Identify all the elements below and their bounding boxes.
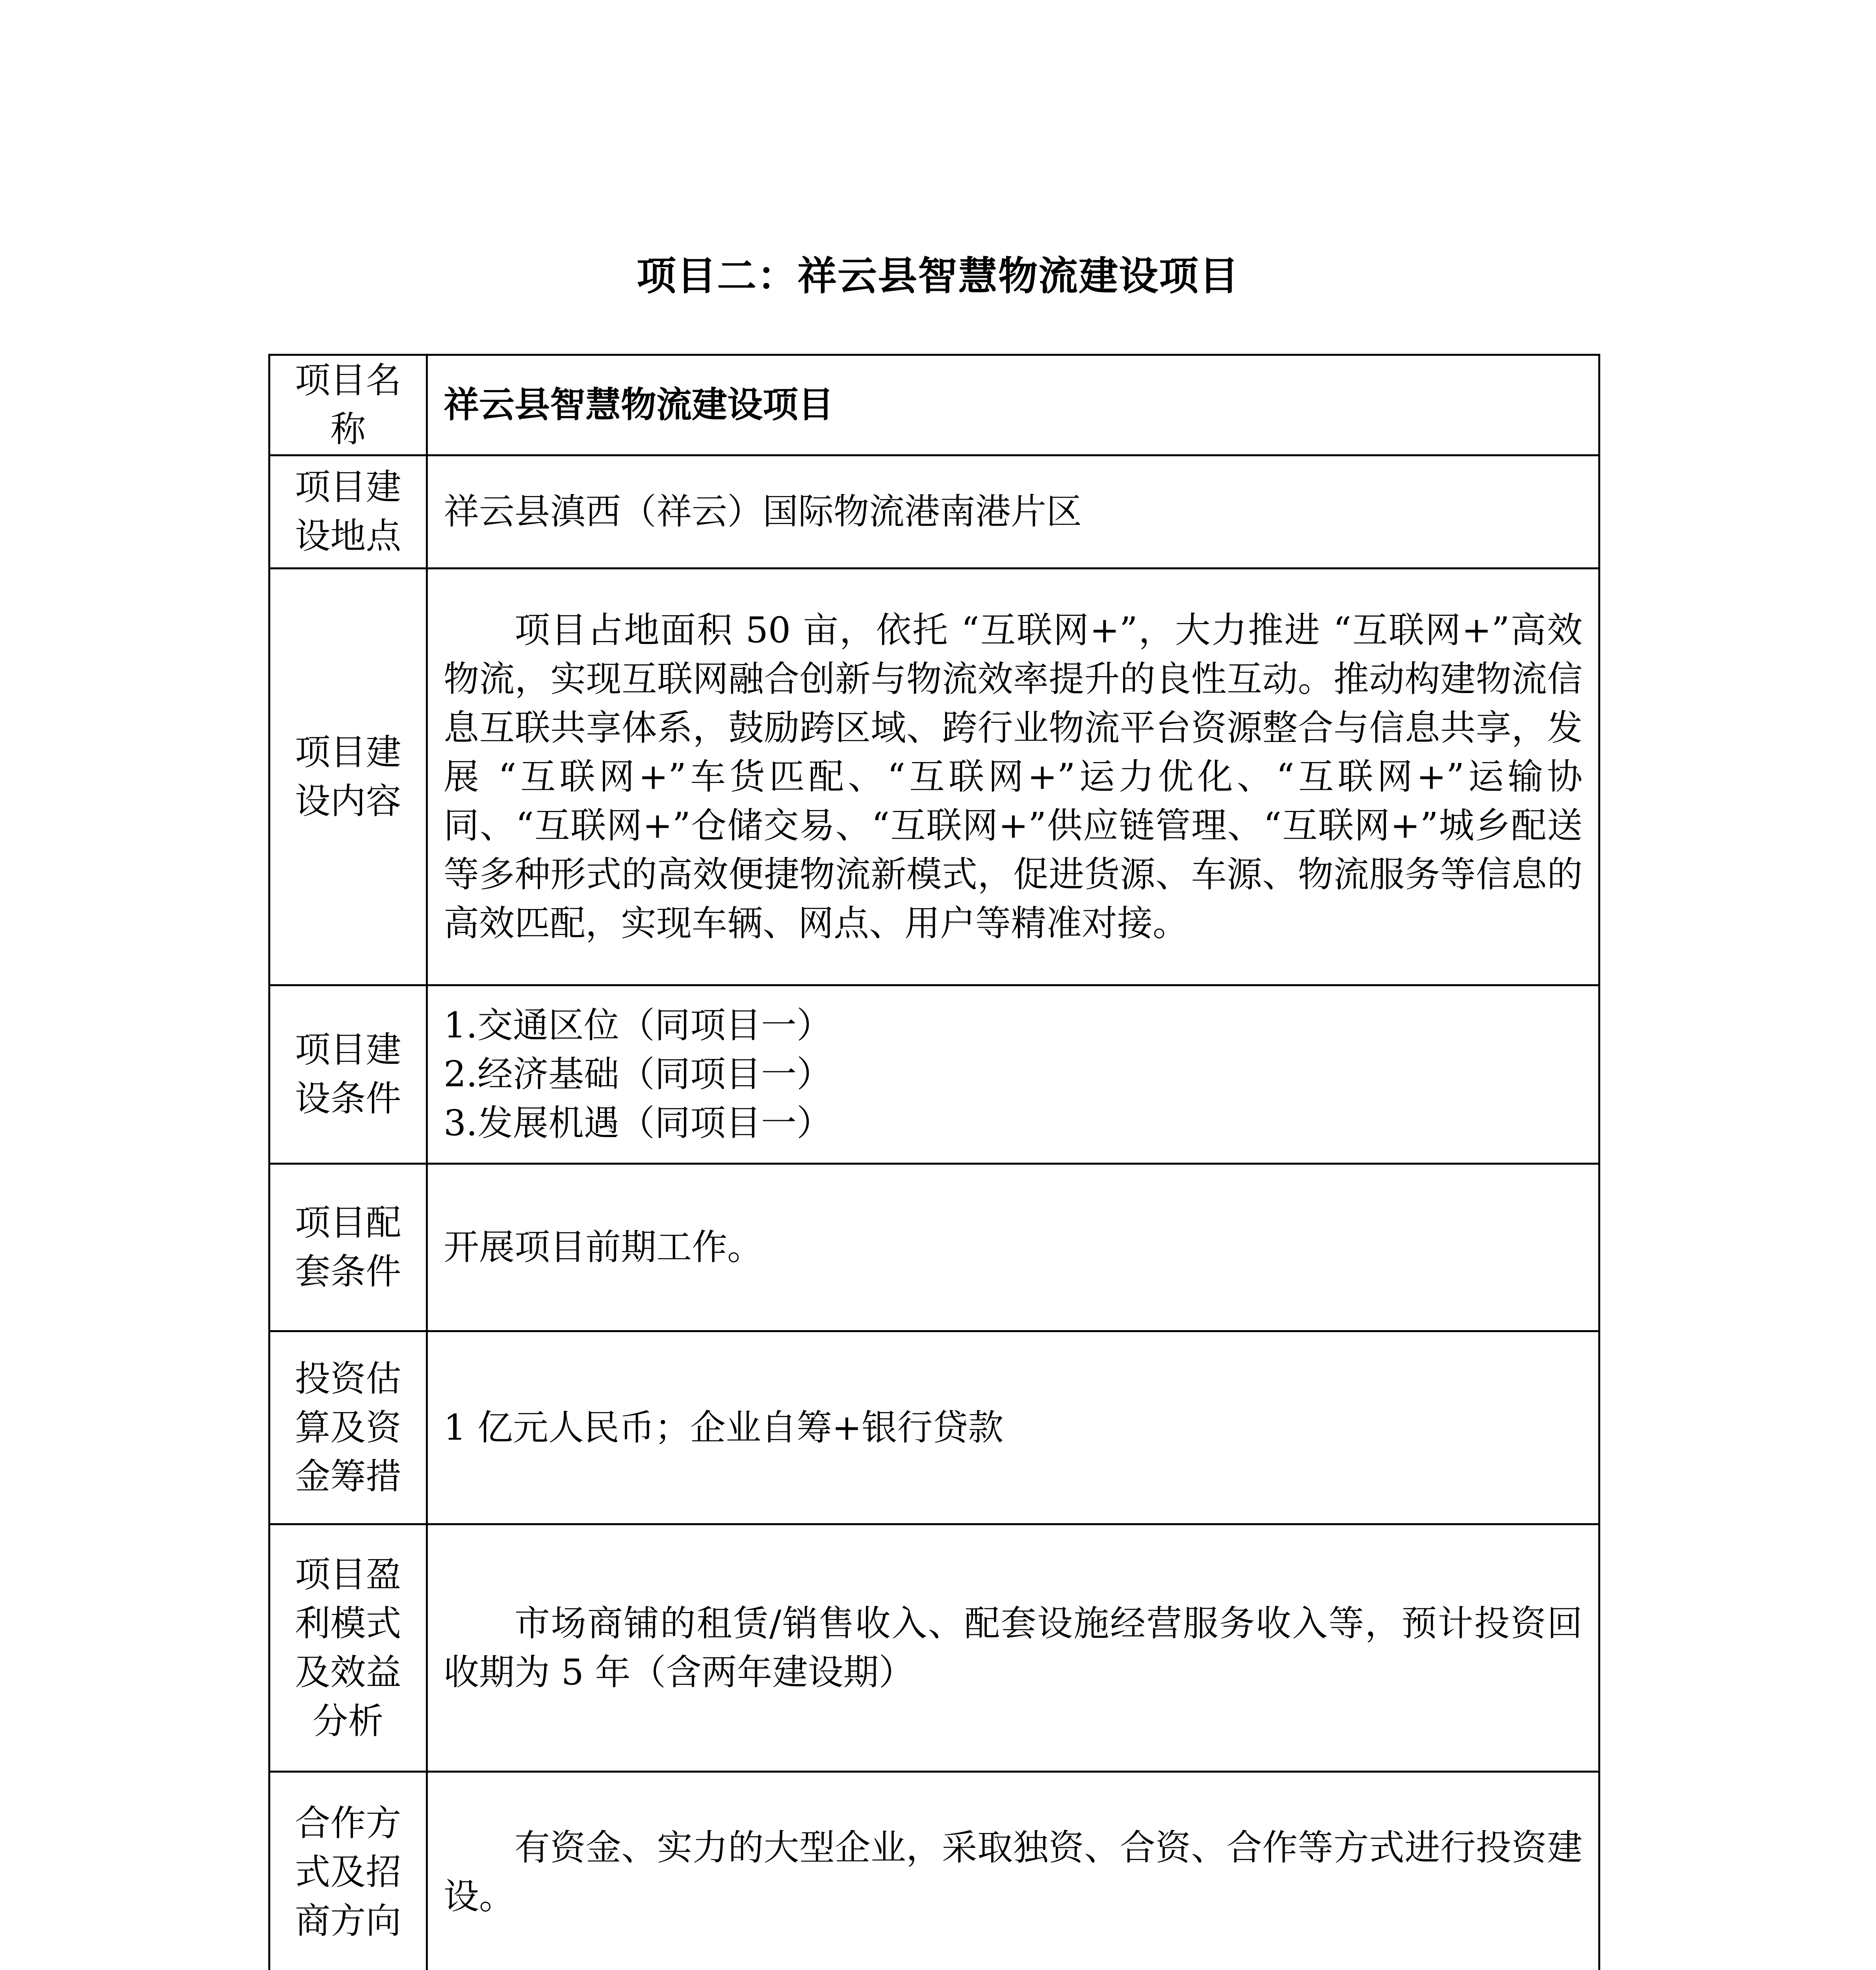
row-label: 项目盈利模式及效益分析 [269, 1524, 427, 1772]
row-label: 投资估算及资金筹措 [269, 1331, 427, 1524]
project-name-value: 祥云县智慧物流建设项目 [427, 355, 1599, 455]
table-row [269, 455, 1599, 569]
table-row [269, 1772, 1599, 1970]
row-label: 项目建设内容 [269, 569, 427, 985]
table-row [269, 985, 1599, 1164]
row-label: 合作方式及招商方向 [269, 1772, 427, 1970]
project-content-value [427, 569, 1599, 985]
row-label: 项目建设地点 [269, 455, 427, 569]
cooperation-paragraph: 有资金、实力的大型企业，采取独资、合资、合作等方式进行投资建设。 [444, 1827, 1583, 1917]
condition-line: 3.发展机遇（同项目一） [444, 1102, 832, 1144]
project-conditions-value [427, 985, 1599, 1164]
investment-value: 1 亿元人民币；企业自筹+银行贷款 [427, 1331, 1599, 1524]
content-paragraph: 项目占地面积 50 亩，依托 “互联网+”，大力推进 “互联网+”高效物流，实现互联网融合创新与物流效率提升的良性互动。推动构建物流信息互联共享体系，鼓励跨区域、跨行业物流平台资源整合与信息共享，发展 “互联网+”车货匹配、“互联网+”运力优化、“互联网+”运输协同、“互联网+”仓储交易、“互联网+”供应链管理、“互联网+”城乡配送等多种形式的高效便捷物流新模式，促进货源、车源、物流服务等信息的高效匹配，实现车辆、网点、用户等精准对接。 [444, 609, 1583, 944]
row-label: 项目名称 [269, 355, 427, 455]
project-location-value: 祥云县滇西（祥云）国际物流港南港片区 [427, 455, 1599, 569]
row-label: 项目建设条件 [269, 985, 427, 1164]
page-title: 项目二：祥云县智慧物流建设项目 [637, 253, 1239, 299]
table-row [269, 1164, 1599, 1331]
table-row [269, 1524, 1599, 1772]
table-row [269, 1331, 1599, 1524]
supporting-conditions-value: 开展项目前期工作。 [427, 1164, 1599, 1331]
profit-paragraph: 市场商铺的租赁/销售收入、配套设施经营服务收入等，预计投资回收期为 5 年（含两年建设期） [444, 1602, 1583, 1693]
row-label: 项目配套条件 [269, 1164, 427, 1331]
profit-model-value [427, 1524, 1599, 1772]
project-info-table [268, 354, 1600, 1970]
table-row [269, 569, 1599, 985]
condition-line: 1.交通区位（同项目一） [444, 1005, 832, 1046]
condition-line: 2.经济基础（同项目一） [444, 1054, 832, 1095]
cooperation-value [427, 1772, 1599, 1970]
table-row [269, 355, 1599, 455]
